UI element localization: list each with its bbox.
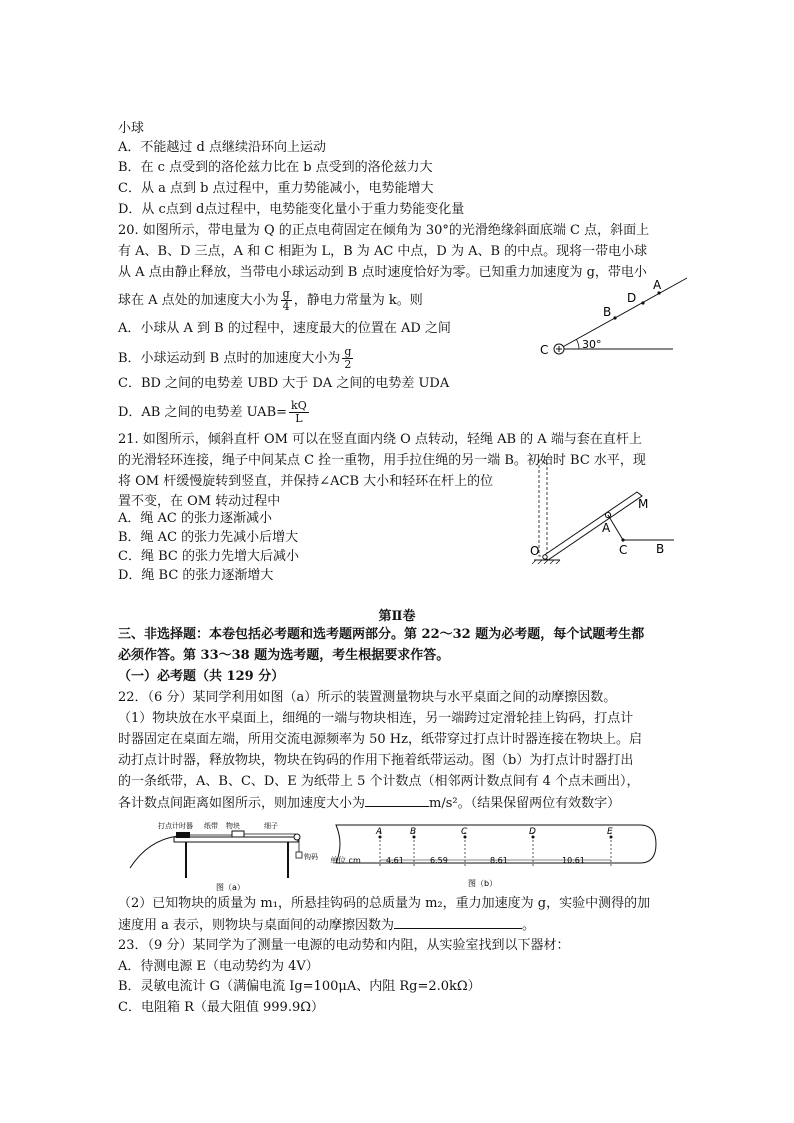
q22-line3: 时器固定在桌面左端，所用交流电源频率为 50 Hz，纸带穿过打点计时器连接在物块上。启 <box>118 732 642 747</box>
q21-line1: 21. 如图所示，倾斜直杆 OM 可以在竖直面内绕 O 点转动，轻绳 AB 的 A 端与套在直杆上 <box>118 432 642 447</box>
q20-option-b-pre: B．小球运动到 B 点时的加速度大小为 <box>118 351 341 366</box>
q19-option-d: D．从 c点到 d点过程中，电势能变化量小于重力势能变化量 <box>118 202 465 217</box>
gap-cd: 8.61 <box>490 856 508 865</box>
q20-accel-fraction <box>281 288 292 313</box>
q22-line8-pre: 速度用 a 表示，则物块与桌面间的动摩擦因数为 <box>118 918 395 933</box>
fraction-denominator: 4 <box>282 300 290 313</box>
tape-label-a: A <box>376 827 383 837</box>
label-timer: 打点计时器 <box>158 822 193 830</box>
q21-option-c: C．绳 BC 的张力先增大后减小 <box>118 549 299 564</box>
q20-line4-pre: 球在 A 点处的加速度大小为 <box>118 293 279 308</box>
q22-line1: 22．（6 分）某同学利用如图（a）所示的装置测量物块与水平桌面之间的动摩擦因数。 <box>118 690 617 705</box>
q19-option-c: C．从 a 点到 b 点过程中，重力势能减小，电势能增大 <box>118 181 434 196</box>
fraction-denominator: L <box>295 412 303 425</box>
q23-option-c: C．电阻箱 R（最大阻值 999.9Ω） <box>118 1000 324 1015</box>
hook-weight-icon <box>296 852 302 858</box>
q22-line4: 动打点计时器，释放物块，物块在钩码的作用下拖着纸带运动。图（b）为打点计时器打出 <box>118 753 634 768</box>
point-d-dot <box>641 301 644 304</box>
fraction-numerator: g <box>282 287 290 300</box>
label-c: C <box>619 543 628 557</box>
q21-option-b: B．绳 AC 的张力先减小后增大 <box>118 530 299 545</box>
label-c: C <box>540 343 549 357</box>
incline-line <box>559 278 687 349</box>
q22-line6-post: m/s²。（结果保留两位有效数字） <box>429 796 621 811</box>
label-tape: 纸带 <box>204 822 218 830</box>
q23-option-a: A．待测电源 E（电动势约为 4V） <box>118 959 319 974</box>
q20-line4 <box>118 288 423 313</box>
q21-line2: 的光滑轻环连接，绳子中间某点 C 拴一重物，用手拉住绳的另一端 B。初始时 BC 水平，现 <box>118 453 646 468</box>
q22-line5: 的一条纸带，A、B、C、D、E 为纸带上 5 个计数点（相邻两计数点间有 4 个点未画出）， <box>118 774 640 789</box>
fraction-numerator: g <box>344 345 352 358</box>
q21-line3: 将 OM 杆缓慢旋转到竖直，并保持∠ACB 大小和轻环在杆上的位 <box>118 474 494 489</box>
q21-option-a: A．绳 AC 的张力逐渐减小 <box>118 511 272 526</box>
label-block: 物块 <box>226 822 240 830</box>
q19-option-a: A．不能越过 d 点继续沿环向上运动 <box>118 140 326 155</box>
tape-label-d: D <box>529 827 536 837</box>
label-b: B <box>656 542 665 556</box>
q22-line6 <box>118 794 620 813</box>
label-a: A <box>602 521 611 535</box>
label-angle: 30° <box>582 338 602 351</box>
q21-line4: 置不变，在 OM 转动过程中 <box>118 494 281 509</box>
q20-line2: 有 A、B、D 三点，A 和 C 相距为 L，B 为 AC 中点，D 为 A、B 的中点。现将一带电小球 <box>118 244 648 259</box>
tape-curve <box>130 836 178 868</box>
fraction-numerator: kQ <box>291 399 307 412</box>
q20-option-b <box>118 346 355 371</box>
q23-option-b: B．灵敏电流计 G（满偏电流 Ig=100μA、内阻 Rg=2.0kΩ） <box>118 979 481 994</box>
table-top <box>174 837 298 842</box>
gap-de: 10.61 <box>562 856 585 865</box>
rope-ac <box>608 515 623 540</box>
q20-option-c: C．BD 之间的电势差 UBD 大于 DA 之间的电势差 UDA <box>118 376 450 391</box>
tape-label-e: E <box>607 827 613 837</box>
q19-stem-end: 小球 <box>118 121 145 136</box>
angle-arc <box>577 340 580 349</box>
q20-line3: 从 A 点由静止释放，当带电小球运动到 B 点时速度恰好为零。已知重力加速度为 g，带电小 <box>118 265 647 280</box>
gap-bc: 6.59 <box>430 856 448 865</box>
label-m: M <box>638 497 649 511</box>
q20-option-d <box>118 400 311 425</box>
part2-line1: 三、非选择题：本卷包括必考题和选考题两部分。第 22～32 题为必考题，每个试题考生都 <box>118 627 645 642</box>
pivot-o <box>543 555 547 559</box>
part2-title: 第Ⅱ卷 <box>378 609 416 624</box>
q23-line1: 23．（9 分）某同学为了测量一电源的电动势和内阻，从实验室找到以下器材： <box>118 938 570 953</box>
vertical-rod-dashed <box>539 460 547 556</box>
block-icon <box>232 831 244 837</box>
label-o: O <box>530 544 540 558</box>
part2-subtitle: （一）必考题（共 129 分） <box>118 669 285 684</box>
label-b: B <box>603 305 612 319</box>
q22-apparatus-figure <box>128 818 328 894</box>
q20-option-d-pre: D．AB 之间的电势差 UAB= <box>118 405 288 420</box>
q20-option-a: A．小球从 A 到 B 的过程中，速度最大的位置在 AD 之间 <box>118 321 451 336</box>
q22-tape-figure <box>330 818 660 894</box>
label-d: D <box>627 291 637 305</box>
q22-line8-post: 。 <box>522 918 536 933</box>
q20-incline-figure <box>535 272 695 364</box>
q19-option-b: B．在 c 点受到的洛伦兹力比在 b 点受到的洛伦兹力大 <box>118 160 433 175</box>
answer-blank-friction <box>394 916 522 929</box>
q21-rod-figure <box>526 456 686 564</box>
timer-icon <box>176 832 190 838</box>
point-b-dot <box>613 316 616 319</box>
tape-unit: 单位 cm <box>330 856 361 865</box>
q20-option-b-fraction <box>342 346 353 371</box>
caption-a: 图（a） <box>216 883 245 892</box>
part2-line2: 必须作答。第 33～38 题为选考题，考生根据要求作答。 <box>118 648 450 663</box>
label-hook: 钩码 <box>304 853 318 861</box>
q22-line2: （1）物块放在水平桌面上，细绳的一端与物块相连，另一端跨过定滑轮挂上钩码，打点计 <box>118 711 634 726</box>
q20-line4-post: ，静电力常量为 k。则 <box>293 293 423 308</box>
tape-label-c: C <box>461 827 468 837</box>
q22-line8 <box>118 916 535 935</box>
q20-line1: 20. 如图所示，带电量为 Q 的正点电荷固定在倾角为 30°的光滑绝缘斜面底端 C 点，斜面上 <box>118 223 650 238</box>
q20-option-d-fraction <box>289 400 309 425</box>
q21-option-d: D．绳 BC 的张力逐渐增大 <box>118 568 274 583</box>
q22-line6-pre: 各计数点间距离如图所示，则加速度大小为 <box>118 796 366 811</box>
gap-ab: 4.61 <box>386 856 404 865</box>
tape-label-b: B <box>410 827 417 837</box>
answer-blank-acceleration <box>365 794 429 807</box>
caption-b: 图（b） <box>468 879 498 888</box>
point-c-dot <box>621 538 624 541</box>
q22-line7: （2）已知物块的质量为 m₁，所悬挂钩码的总质量为 m₂，重力加速度为 g，实验中测得的加 <box>118 896 651 911</box>
label-a: A <box>653 278 662 292</box>
fraction-denominator: 2 <box>344 358 352 371</box>
label-rope: 细子 <box>264 822 278 830</box>
